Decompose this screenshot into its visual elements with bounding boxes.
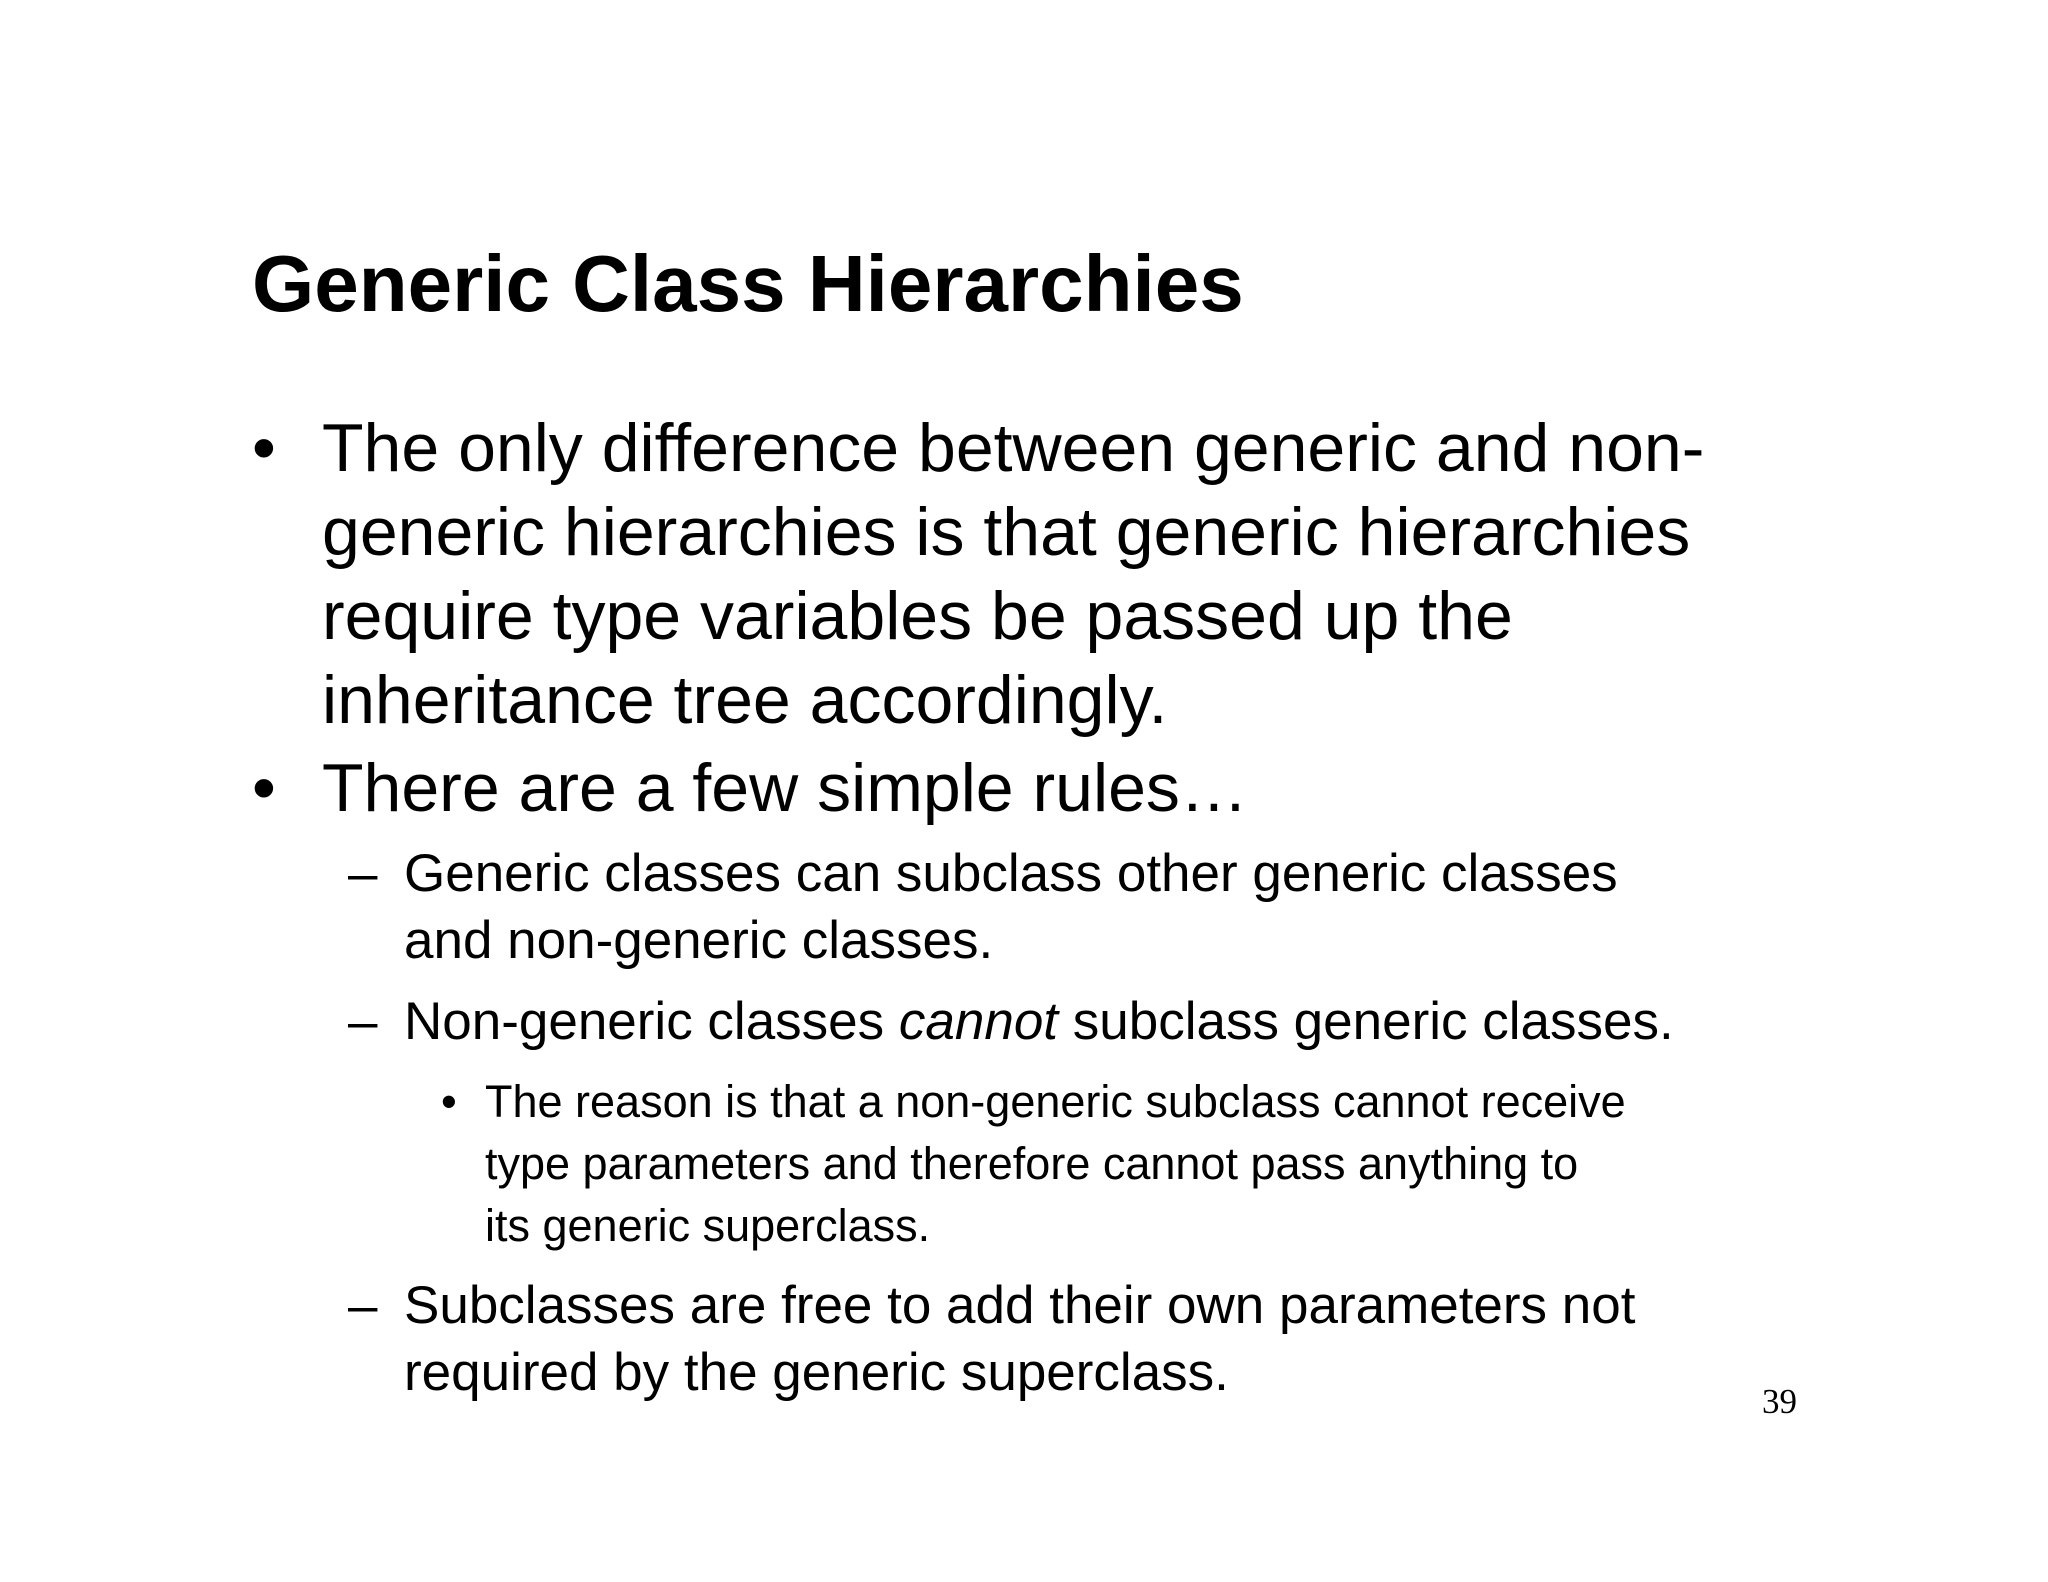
subbullet-line: Generic classes can subclass other generic classes bbox=[404, 844, 1618, 903]
bullet-line: generic hierarchies is that generic hierarchies bbox=[322, 494, 1691, 570]
bullet-line: require type variables be passed up the bbox=[322, 578, 1513, 654]
subbullet-subclass-params bbox=[348, 1272, 1784, 1406]
subsubbullet-line: type parameters and therefore cannot pass anything to bbox=[485, 1138, 1579, 1189]
subbullet-non-generic bbox=[348, 988, 1784, 1055]
bullet-marker: • bbox=[252, 410, 276, 486]
bullet-marker: • bbox=[252, 750, 276, 826]
bullet-line: The only difference between generic and non- bbox=[322, 410, 1705, 486]
bullet-line: inheritance tree accordingly. bbox=[322, 662, 1168, 738]
text-run: subclass generic classes. bbox=[1058, 992, 1674, 1051]
subsubbullet-line: The reason is that a non-generic subclass cannot receive bbox=[485, 1076, 1626, 1127]
emphasis-text: cannot bbox=[898, 992, 1059, 1051]
dash-marker: – bbox=[348, 1276, 378, 1335]
subsubbullet-line: its generic superclass. bbox=[485, 1200, 931, 1251]
dash-marker: – bbox=[348, 992, 378, 1051]
dash-marker: – bbox=[348, 844, 378, 903]
subbullet-generic-subclass bbox=[348, 840, 1784, 974]
bullet-line: There are a few simple rules… bbox=[322, 750, 1248, 826]
bullet-marker: • bbox=[441, 1076, 457, 1127]
text-run: Non-generic classes bbox=[404, 992, 899, 1051]
subbullet-line: Subclasses are free to add their own parameters not bbox=[404, 1276, 1636, 1335]
subsubbullet-reason bbox=[441, 1071, 1835, 1257]
slide-title: Generic Class Hierarchies bbox=[252, 239, 1244, 328]
subbullet-line: required by the generic superclass. bbox=[404, 1343, 1229, 1402]
bullet-difference bbox=[252, 406, 1802, 742]
bullet-rules bbox=[252, 746, 1802, 830]
subbullet-line: and non-generic classes. bbox=[404, 911, 994, 970]
subbullet-line bbox=[404, 988, 1784, 1055]
page-number: 39 bbox=[1762, 1382, 1797, 1421]
